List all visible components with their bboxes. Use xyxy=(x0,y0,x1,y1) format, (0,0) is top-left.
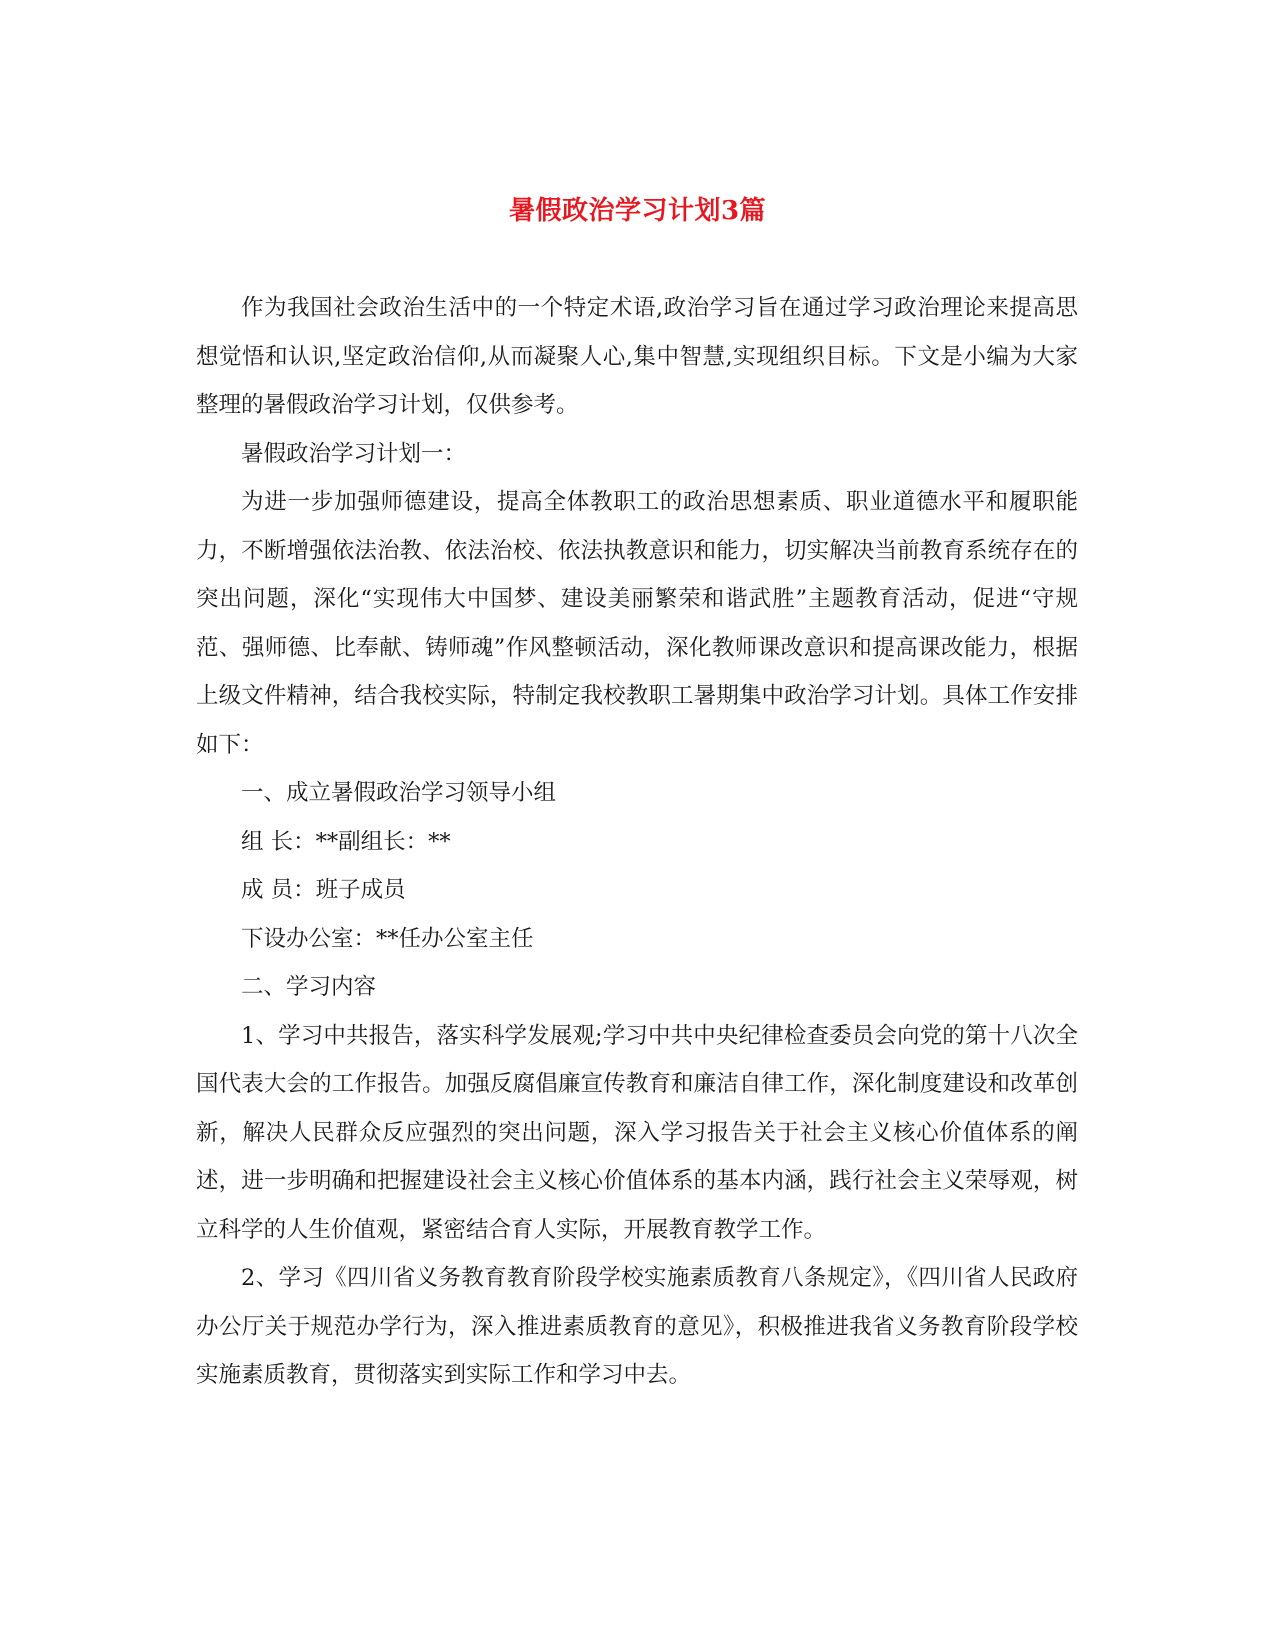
study-item-1-paragraph: 1、学习中共报告，落实科学发展观;学习中共中央纪律检查委员会向党的第十八次全国代表大会的工作报告。加强反腐倡廉宣传教育和廉洁自律工作，深化制度建设和改革创新，解决人民群众反应强烈的突出问题，深入学习报告关于社会主义核心价值体系的阐述，进一步明确和把握建设社会主义核心价值体系的基本内涵，践行社会主义荣辱观，树立科学的人生价值观，紧密结合育人实际，开展教育教学工作。 xyxy=(196,1022,1078,1243)
group-members-line: 成 员：班子成员 xyxy=(241,877,406,903)
group-leader-line: 组 长：**副组长：** xyxy=(241,828,451,855)
plan-purpose-paragraph: 为进一步加强师德建设，提高全体教职工的政治思想素质、职业道德水平和履职能力，不断增强依法治教、依法治校、依法执教意识和能力，切实解决当前教育系统存在的突出问题，深化“实现伟大中国梦、建设美丽繁荣和谐武胜”主题教育活动，促进“守规范、强师德、比奉献、铸师魂”作风整顿活动，深化教师课改意识和提高课改能力，根据上级文件精神，结合我校实际，特制定我校教职工暑期集中政治学习计划。具体工作安排如下： xyxy=(196,489,1078,758)
office-line: 下设办公室：**任办公室主任 xyxy=(241,925,534,952)
section-heading-leadership-group: 一、成立暑假政治学习领导小组 xyxy=(241,780,557,806)
section-heading-study-content: 二、学习内容 xyxy=(241,974,377,1000)
section-heading-plan-one: 暑假政治学习计划一： xyxy=(241,440,467,467)
document-title: 暑假政治学习计划3篇 xyxy=(508,196,767,227)
document-body xyxy=(196,284,1078,1400)
intro-paragraph: 作为我国社会政治生活中的一个特定术语,政治学习旨在通过学习政治理论来提高思想觉悟和认识,坚定政治信仰,从而凝聚人心,集中智慧,实现组织目标。下文是小编为大家整理的暑假政治学习计划，仅供参考。 xyxy=(196,295,1078,418)
study-item-2-paragraph: 2、学习《四川省义务教育教育阶段学校实施素质教育八条规定》，《四川省人民政府办公厅关于规范办学行为，深入推进素质教育的意见》，积极推进我省义务教育阶段学校实施素质教育，贯彻落实到实际工作和学习中去。 xyxy=(196,1265,1078,1388)
